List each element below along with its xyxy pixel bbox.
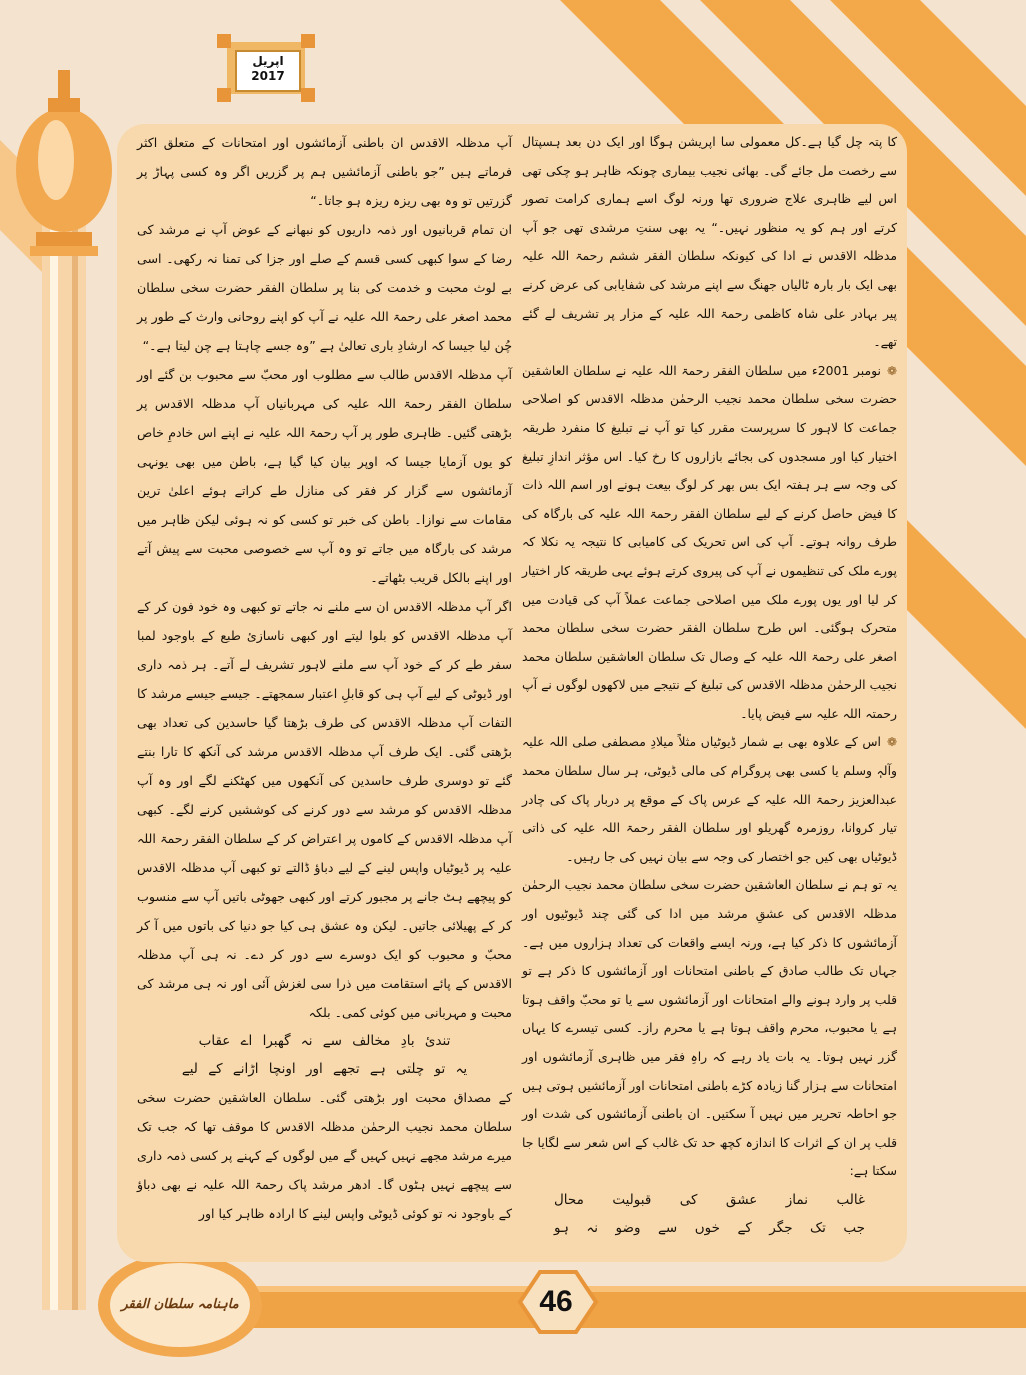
right-paragraph-3-text: اس کے علاوہ بھی بے شمار ڈیوٹیاں مثلاً میلادِ مصطفی صلی اللہ علیہ وآلہٖ وسلم یا کسی بھی پروگرام کی مالی ڈیوٹی، ہر سال سلطان محمد عبدالعزیز رحمۃ اللہ علیہ کے عرس پاک کے موقع پر دربار پاک کی چادر تیار کروانا، روزمرہ گھریلو اور سلطان الفقر رحمۃ اللہ علیہ کی ذاتی ڈیوٹیاں بھی کیں جو اختصار کی وجہ سے بیان نہیں کی جا رہیں۔ [522, 734, 897, 864]
flower-bullet-icon: ❁ [886, 735, 897, 750]
badge-month: اپریل [252, 54, 284, 68]
magazine-logo: ماہنامہ سلطان الفقر [121, 1297, 239, 1312]
pillar-decoration [16, 70, 112, 1310]
left-verse-line-2: یہ تو چلتی ہے تجھے اور اونچا اڑانے کے لیے [181, 1061, 468, 1077]
right-verse-line-2: جب تک جگر کے خوں سے وضو نہ ہو [554, 1219, 865, 1236]
left-paragraph-1: آپ مدظلہ الاقدس ان باطنی آزمائشوں اور امتحانات کے متعلق اکثر فرماتے ہیں ”جو باطنی آزمائشیں ہم پر گزریں اگر وہ کسی پہاڑ پر گزرتیں تو وہ بھی ریزہ ریزہ ہو جاتا۔“ [137, 135, 512, 208]
right-paragraph-1: کا پتہ چل گیا ہے۔کل معمولی سا اپریشن ہوگا اور ایک دن بعد ہسپتال سے رخصت مل جائے گی۔ بھائی نجیب بیماری چونکہ ظاہر ہو چکی تھی اس لیے ظاہری علاج ضروری تھا ورنہ لوگ اسے ہماری کرامت تصور کرتے اور ہم کو یہ منظور نہیں۔“ یہ بھی سنتِ مرشدی تھی جو آپ مدظلہ الاقدس نے ادا کی کیونکہ سلطان الفقر ششم رحمۃ اللہ علیہ بھی ایک بار بارہ ٹالیاں جھنگ سے اپنے مرشد کی شفایابی کی عرض کرنے پیر بہادر علی شاہ کاظمی رحمۃ اللہ علیہ کے مزار پر تشریف لے گئے تھے۔ [522, 134, 897, 350]
right-paragraph-4: یہ تو ہم نے سلطان العاشقین حضرت سخی سلطان محمد نجیب الرحمٰن مدظلہ الاقدس کی عشقِ مرشد میں ادا کی گئی چند ڈیوٹیوں اور آزمائشوں کا ذکر کیا ہے، ورنہ ایسے واقعات کی تعداد ہزاروں میں ہے۔ جہاں تک طالب صادق کے باطنی امتحانات اور آزمائشوں کا ذکر ہے تو قلب پر وارد ہونے والے امتحانات اور آزمائشوں سے یا تو محبّ واقف ہوتا ہے یا محبوب، محرم واقف ہوتا ہے یا محرم راز۔ کسی تیسرے کا یہاں گزر نہیں ہوتا۔ یہ بات یاد رہے کہ راہِ فقر میں ظاہری آزمائشوں اور امتحانات سے ہزار گنا زیادہ کڑے باطنی امتحانات اور آزمائشیں ہوتی ہیں جو احاطہ تحریر میں نہیں آ سکتیں۔ ان باطنی آزمائشوں کی شدت اور قلب پر ان کے اثرات کا اندازہ کچھ حد تک غالب کے اس شعر سے لگایا جا سکتا ہے: [522, 877, 897, 1179]
left-verse-line-1: تندیٔ بادِ مخالف سے نہ گھبرا اے عقاب [198, 1033, 451, 1049]
page-number: 46 [539, 1285, 573, 1318]
left-paragraph-3: آپ مدظلہ الاقدس طالب سے مطلوب اور محبّ سے محبوب بن گئے اور سلطان الفقر رحمۃ اللہ علیہ کی مہربانیاں آپ مدظلہ الاقدس پر بڑھتی گئیں۔ ظاہری طور پر آپ رحمۃ اللہ علیہ نے اپنے اس خادمِ خاص کو یوں آزمایا جیسا کہ اوپر بیان کیا گیا ہے، باطن میں بھی یونہی آزمائشوں سے گزار کر فقر کی منازل طے کراتے ہوئے اعلیٰ ترین مقامات سے نوازا۔ باطن کی خبر تو کسی کو نہ ہوئی لیکن ظاہر میں مرشد کی بارگاہ میں جاتے تو وہ آپ سے خصوصی محبت سے پیش آتے اور اپنے بالکل قریب بٹھاتے۔ [137, 367, 512, 585]
left-paragraph-5: کے مصداق محبت اور بڑھتی گئی۔ سلطان العاشقین حضرت سخی سلطان محمد نجیب الرحمٰن مدظلہ الاقدس کا موقف تھا کہ جب تک میرے مرشد مجھے نہیں کہیں گے میں لوگوں کے کہنے پر کسی ذمہ داری سے پیچھے نہیں ہٹوں گا۔ ادھر مرشد پاک رحمۃ اللہ علیہ نے بھی دباؤ کے باوجود نہ تو کوئی ڈیوٹی واپس لینے کا ارادہ ظاہر کیا اور [137, 1090, 512, 1221]
left-paragraph-4: اگر آپ مدظلہ الاقدس ان سے ملنے نہ جاتے تو کبھی وہ خود فون کر کے آپ مدظلہ الاقدس کو بلوا لیتے اور کبھی ناسازئ طبع کے باوجود لمبا سفر طے کر کے خود آپ سے ملنے لاہور تشریف لے آتے۔ ہر ذمہ داری اور ڈیوٹی کے لیے آپ ہی کو قابلِ اعتبار سمجھتے۔ جیسے جیسے مرشد کا التفات آپ مدظلہ الاقدس کی طرف بڑھتا گیا حاسدین کی تعداد بھی بڑھتی گئی۔ ایک طرف آپ مدظلہ الاقدس مرشد کی آنکھ کا تارا بنتے گئے تو دوسری طرف حاسدین کی آنکھوں میں کھٹکنے لگے اور وہ آپ مدظلہ الاقدس کو مرشد سے دور کرنے کی کوششیں کرنے لگے۔ کبھی آپ مدظلہ الاقدس کے کاموں پر اعتراض کر کے سلطان الفقر رحمۃ اللہ علیہ پر ڈیوٹیاں واپس لینے کے لیے دباؤ ڈالتے تو کبھی آپ مدظلہ الاقدس کو پیچھے ہٹ جانے پر مجبور کرتے اور کبھی جھوٹی باتیں آپ سے منسوب کر کے پھیلائی جاتیں۔ لیکن وہ عشق ہی کیا جو دنیا کی باتوں میں آ کر محبّ و محبوب کو ایک دوسرے سے دور کر دے۔ نہ ہی آپ مدظلہ الاقدس کے پائے استقامت میں ذرا سی لغزش آئی اور نہ ہی مرشد کی محبت و مہربانی میں کوئی کمی۔ بلکہ [137, 599, 512, 1020]
right-paragraph-2-text: نومبر 2001ء میں سلطان الفقر رحمۃ اللہ علیہ نے سلطان العاشقین حضرت سخی سلطان محمد نجیب الرحمٰن مدظلہ الاقدس کو اصلاحی جماعت کا لاہور کا سرپرست مقرر کیا تو آپ نے تبلیغ کا منفرد طریقہ اختیار کیا اور مسجدوں کی بجائے بازاروں کا رخ کیا۔ اس مؤثر اندازِ تبلیغ کی وجہ سے ہر ہفتہ ایک بس بھر کر لوگ بیعت ہونے اور اسم اللہ ذات کا فیض حاصل کرنے کے لیے سلطان الفقر رحمۃ اللہ علیہ کی بارگاہ کی طرف روانہ ہوتے۔ آپ کی اس تحریک کی کامیابی کا نتیجہ یہ نکلا کہ پورے ملک کی تنظیموں نے آپ کی پیروی کرتے ہوئے یہی طریقہ کار اختیار کر لیا اور یوں پورے ملک میں اصلاحی جماعت عملاً آپ کی قیادت میں متحرک ہوگئی۔ اس طرح سلطان الفقر حضرت سخی سلطان محمد اصغر علی رحمۃ اللہ علیہ کے وصال تک سلطان العاشقین سلطان محمد نجیب الرحمٰن مدظلہ الاقدس کی تبلیغ کے نتیجے میں لاکھوں لوگوں نے آپ رحمتہ اللہ علیہ سے فیض پایا۔ [522, 362, 897, 721]
right-column [522, 128, 897, 1242]
flower-bullet-icon: ❁ [886, 363, 897, 378]
right-paragraph-3 [522, 728, 897, 871]
right-verse-line-1: غالب نماز عشق کی قبولیت محال [554, 1191, 865, 1208]
date-badge [213, 30, 319, 106]
right-paragraph-2 [522, 357, 897, 729]
left-paragraph-2: ان تمام قربانیوں اور ذمہ داریوں کو نبھانے کے عوض آپ نے مرشد کی رضا کے سوا کبھی کسی قسم کے صلے اور جزا کی تمنا نہ رکھی۔ اسی بے لوث محبت و خدمت کی بنا پر سلطان الفقر حضرت سخی سلطان محمد اصغر علی رحمۃ اللہ علیہ نے آپ کو اپنے روحانی وارث کے طور پر چُن لیا جیسا کہ ارشادِ باری تعالیٰ ہے ”وہ جسے چاہتا ہے چن لیتا ہے۔“ [137, 222, 512, 353]
bottom-bar [250, 1286, 1026, 1328]
badge-year: 2017 [251, 69, 285, 83]
left-column [137, 128, 512, 1228]
badge-label [235, 50, 301, 92]
